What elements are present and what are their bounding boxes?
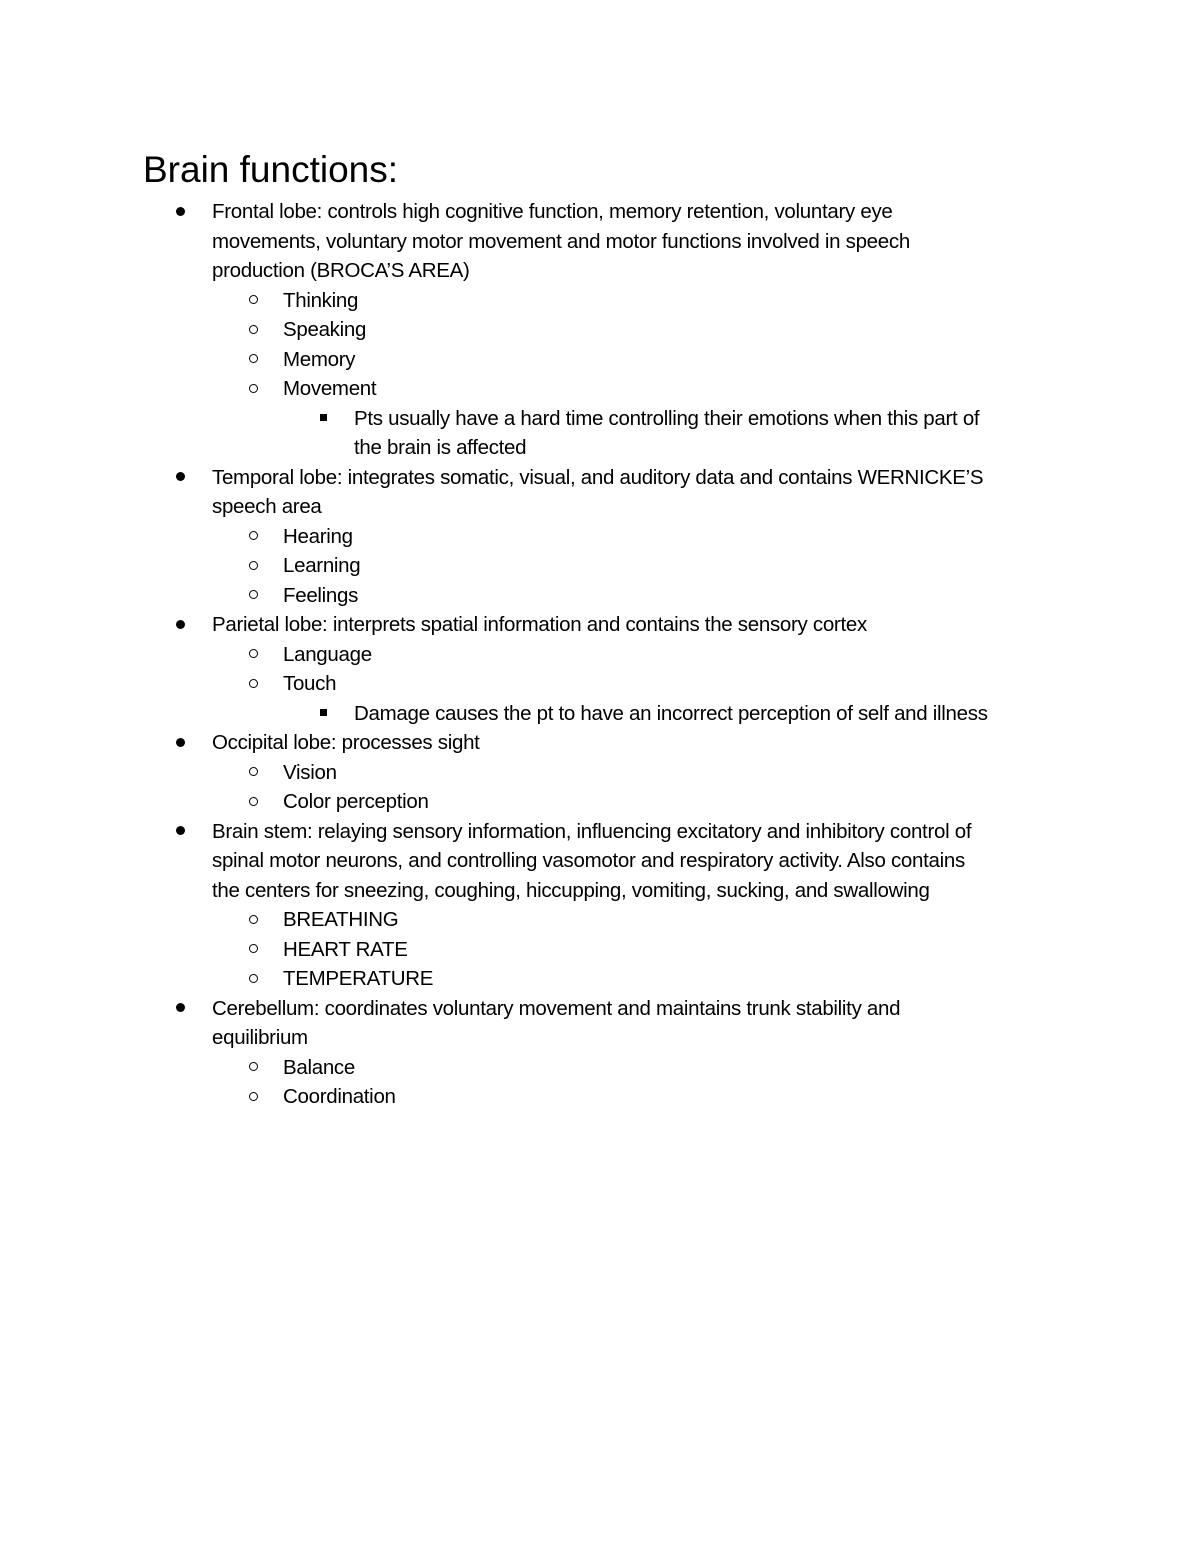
list-item-text: Temporal lobe: integrates somatic, visual, and auditory data and contains WERNICKE’S [212,465,984,489]
sub-item-text: Hearing [283,524,353,548]
list-item-text: the centers for sneezing, coughing, hiccupping, vomiting, sucking, and swallowing [212,878,930,902]
sub-item-text: Learning [283,554,361,577]
bullet-dot-icon [176,620,185,629]
list-item-text: Parietal lobe: interprets spatial information and contains the sensory cortex [212,613,867,636]
bullet-circle-icon [249,944,258,953]
list-item-text: movements, voluntary motor movement and motor functions involved in speech [212,229,910,253]
list-item-text: production (BROCA’S AREA) [212,259,470,282]
bullet-dot-icon [176,1003,185,1012]
sub-item-text: Thinking [283,288,359,312]
sub-item-text: Color perception [283,790,429,813]
sub-item-text: Language [283,642,372,666]
bullet-dot-icon [176,826,185,835]
bullet-dot-icon [176,207,185,216]
bullet-circle-icon [249,590,258,599]
list-item-text: speech area [212,495,322,518]
sub-item-text: Memory [283,347,356,371]
sub-item-text: Balance [283,1055,355,1079]
bullet-circle-icon [249,649,258,658]
bullet-circle-icon [249,915,258,924]
bullet-circle-icon [249,295,258,304]
note-item-text: the brain is affected [354,436,527,459]
bullet-circle-icon [249,384,258,393]
sub-item-text: Feelings [283,583,359,607]
sub-item-text: Coordination [283,1085,396,1108]
bullet-square-icon [320,414,327,421]
list-item-text: spinal motor neurons, and controlling vasomotor and respiratory activity. Also contains [212,849,965,872]
bullet-circle-icon [249,325,258,334]
list-item-text: equilibrium [212,1026,308,1049]
bullet-dot-icon [176,738,185,747]
sub-item-text: Vision [283,760,337,784]
sub-item-text: Movement [283,377,377,400]
bullet-circle-icon [249,561,258,570]
bullet-circle-icon [249,797,258,806]
page-title: Brain functions: [143,149,399,190]
sub-item-text: BREATHING [283,908,399,931]
sub-item-text: TEMPERATURE [283,967,434,990]
sub-item-text: HEART RATE [283,937,408,961]
bullet-circle-icon [249,679,258,688]
bullet-circle-icon [249,531,258,540]
list-item-text: Brain stem: relaying sensory information, influencing excitatory and inhibitory control of [212,819,972,843]
bullet-circle-icon [249,974,258,983]
bullet-square-icon [320,709,327,716]
list-item-text: Frontal lobe: controls high cognitive function, memory retention, voluntary eye [212,200,893,223]
sub-item-text: Speaking [283,318,367,341]
bullet-circle-icon [249,767,258,776]
note-item-text: Damage causes the pt to have an incorrect perception of self and illness [354,701,988,725]
bullet-dot-icon [176,472,185,481]
bullet-circle-icon [249,354,258,363]
bullet-circle-icon [249,1062,258,1071]
sub-item-text: Touch [283,672,337,695]
note-item-text: Pts usually have a hard time controlling their emotions when this part of [354,406,980,430]
list-item-text: Occipital lobe: processes sight [212,731,480,754]
list-item-text: Cerebellum: coordinates voluntary movement and maintains trunk stability and [212,996,901,1020]
bullet-circle-icon [249,1092,258,1101]
